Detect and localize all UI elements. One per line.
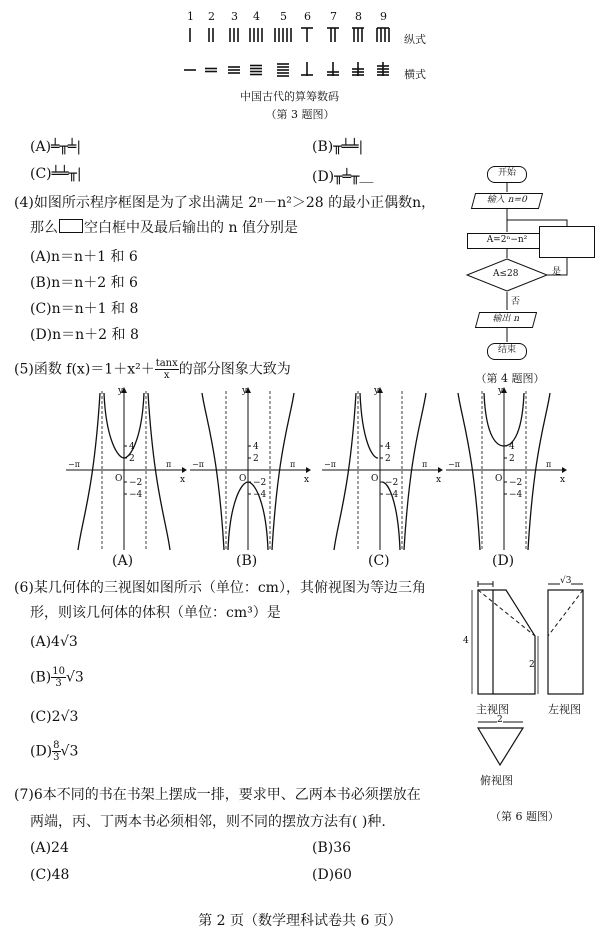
tick-label-4: 4: [385, 442, 391, 452]
flow-condition-label: A≤28: [493, 269, 519, 279]
option-b-fraction: [51, 666, 66, 689]
q5-graph-options: [0, 385, 600, 575]
flow-no-label: 否: [511, 297, 521, 307]
flowchart: [455, 160, 595, 390]
q6-option-c: (C)2√3: [30, 709, 79, 725]
option-b-numerator: 10: [52, 666, 65, 677]
origin-label: O: [371, 474, 379, 484]
tick-label-4: 4: [509, 442, 515, 452]
tick-label-neg2: −2: [385, 478, 399, 488]
tick-label-neg2: −2: [129, 478, 143, 488]
tick-label-neg4: −4: [129, 490, 143, 500]
rod-number-1: 1: [187, 10, 194, 23]
origin-label: O: [239, 474, 247, 484]
q7-option-d: (D)60: [312, 867, 352, 883]
flow-input: 输入 n=0: [471, 193, 543, 209]
rod-numerals-svg: [180, 10, 420, 80]
vertical-form-label: 纵式: [404, 33, 426, 46]
neg-pi-label: −π: [324, 460, 336, 469]
tick-label-2: 2: [385, 454, 391, 464]
dim-height-2: 2: [529, 660, 535, 670]
q5-stem-pre: (5)函数 f(x)＝1＋x²＋: [14, 361, 155, 378]
q4-stem-line2: [30, 219, 298, 237]
q7-stem-line2: 两端，丙、丁两本书必须相邻，则不同的摆放方法有( )种.: [30, 814, 386, 830]
rod-numeral-caption: 中国古代的算筹数码: [240, 90, 339, 103]
q6-option-d-label: (D): [30, 743, 53, 760]
neg-pi-label: −π: [448, 460, 460, 469]
option-d-tail: √3: [60, 743, 79, 760]
y-axis-label: y: [118, 386, 124, 396]
neg-pi-label: −π: [192, 460, 204, 469]
rod-number-3: 3: [231, 10, 238, 23]
graph-label-b: (B): [236, 553, 258, 569]
rod-number-6: 6: [304, 10, 311, 23]
pi-label: π: [546, 460, 552, 469]
origin-label: O: [115, 474, 123, 484]
rod-number-2: 2: [208, 10, 215, 23]
tick-label-neg2: −2: [253, 478, 267, 488]
fraction-denominator: x: [163, 370, 170, 381]
fraction-numerator: tanx: [155, 358, 178, 369]
rod-number-7: 7: [330, 10, 337, 23]
x-axis-arrow: [306, 467, 311, 473]
q6-option-d: [30, 740, 78, 763]
page-footer: 第 2 页（数学理科试卷共 6 页）: [198, 913, 402, 929]
pi-label: π: [166, 460, 172, 469]
q4-stem-line2-pre: 那么: [30, 220, 58, 236]
curve-right: [528, 393, 550, 550]
left-view-label: 左视图: [548, 703, 581, 716]
rod-number-4: 4: [253, 10, 260, 23]
tick-label-4: 4: [253, 442, 259, 452]
q6-option-a: (A)4√3: [30, 634, 78, 650]
q6-option-b: [30, 666, 84, 689]
curve-left: [334, 393, 356, 550]
three-view-figure: [462, 576, 597, 826]
flow-output: 输出 n: [475, 312, 537, 328]
q7-option-b: (B)36: [312, 840, 352, 856]
horizontal-form-label: 横式: [404, 68, 426, 81]
tick-label-neg4: −4: [253, 490, 267, 500]
q3-option-b: (B)╥╧╧|: [312, 139, 364, 155]
y-axis-label: y: [374, 386, 380, 396]
curve-center-left: [360, 393, 378, 458]
y-axis-label: y: [498, 386, 504, 396]
graph-d: [442, 385, 567, 565]
flow-end: 结束: [487, 343, 527, 360]
graph-c: [318, 385, 443, 565]
dim-width-sqrt3: √3: [560, 576, 572, 586]
top-view-label: 俯视图: [480, 774, 513, 787]
q3-option-c: (C)╧╧╥|: [30, 166, 82, 182]
x-axis-label: x: [560, 475, 566, 485]
rod-number-9: 9: [380, 10, 387, 23]
flow-yes-label: 是: [552, 267, 562, 277]
q4-option-c: (C)n＝n＋1 和 8: [30, 301, 139, 317]
curve-right: [404, 393, 426, 550]
q4-figure-caption: （第 4 题图）: [475, 372, 545, 385]
tick-label-neg4: −4: [509, 490, 523, 500]
option-b-denominator: 3: [55, 678, 62, 689]
graph-label-c: (C): [368, 553, 390, 569]
tick-label-2: 2: [509, 454, 515, 464]
q6-stem-line2: 形，则该几何体的体积（单位：cm³）是: [30, 605, 281, 621]
q6-stem-line1: (6)某几何体的三视图如图所示（单位：cm），其俯视图为等边三角: [14, 580, 426, 596]
curve-right: [272, 393, 294, 550]
neg-pi-label: −π: [68, 460, 80, 469]
q6-option-b-label: (B): [30, 669, 52, 686]
flow-assign: A=2ⁿ−n²: [467, 233, 547, 249]
q4-option-d: (D)n＝n＋2 和 8: [30, 327, 139, 343]
graph-label-a: (A): [112, 553, 134, 569]
graph-label-d: (D): [492, 553, 515, 569]
rod-number-5: 5: [280, 10, 287, 23]
dim-height-4: 4: [463, 636, 469, 646]
blank-box: [59, 219, 83, 233]
x-axis-arrow: [562, 467, 567, 473]
tanx-over-x-fraction: [155, 358, 179, 381]
tick-label-2: 2: [253, 454, 259, 464]
x-axis-label: x: [180, 475, 186, 485]
q7-stem-line1: (7)6本不同的书在书架上摆成一排，要求甲、乙两本书必须摆放在: [14, 787, 421, 803]
curve-left: [458, 393, 480, 550]
graph-b: [186, 385, 311, 565]
curve-right: [148, 393, 170, 550]
q6-figure-caption: （第 6 题图）: [490, 810, 559, 823]
x-axis-label: x: [436, 475, 442, 485]
q3-option-d: (D)╥╧╥＿: [312, 169, 374, 185]
front-view-label: 主视图: [476, 703, 509, 716]
q7-option-a: (A)24: [30, 840, 69, 856]
y-axis-label: y: [242, 386, 248, 396]
rod-number-8: 8: [355, 10, 362, 23]
curve-left: [78, 393, 100, 550]
flow-start: 开始: [487, 166, 527, 183]
tick-label-neg2: −2: [509, 478, 523, 488]
tick-label-4: 4: [129, 442, 135, 452]
q3-figure-caption: （第 3 题图）: [265, 108, 335, 121]
q4-option-a: (A)n＝n＋1 和 6: [30, 249, 138, 265]
curve-left: [202, 393, 224, 550]
q4-option-b: (B)n＝n＋2 和 6: [30, 275, 138, 291]
option-d-denominator: 3: [53, 752, 60, 763]
option-d-fraction: [52, 740, 60, 763]
rod-numeral-figure: [180, 10, 420, 90]
q4-stem-line1: (4)如图所示程序框图是为了求出满足 2ⁿ－n²＞28 的最小正偶数n，: [14, 195, 436, 211]
x-axis-label: x: [304, 475, 310, 485]
q5-stem: [14, 358, 291, 381]
tick-label-2: 2: [129, 454, 135, 464]
origin-label: O: [495, 474, 503, 484]
q7-option-c: (C)48: [30, 867, 70, 883]
option-b-tail: √3: [65, 669, 84, 686]
q3-option-a: (A)╧╥╧|: [30, 139, 82, 155]
pi-label: π: [422, 460, 428, 469]
q5-stem-post: 的部分图象大致为: [178, 361, 291, 378]
tick-label-neg4: −4: [385, 490, 399, 500]
pi-label: π: [290, 460, 296, 469]
graph-a: [62, 385, 187, 565]
option-d-numerator: 8: [53, 740, 60, 751]
q4-stem-line2-post: 空白框中及最后输出的 n 值分别是: [84, 220, 298, 236]
dim-top-2: 2: [497, 715, 503, 725]
